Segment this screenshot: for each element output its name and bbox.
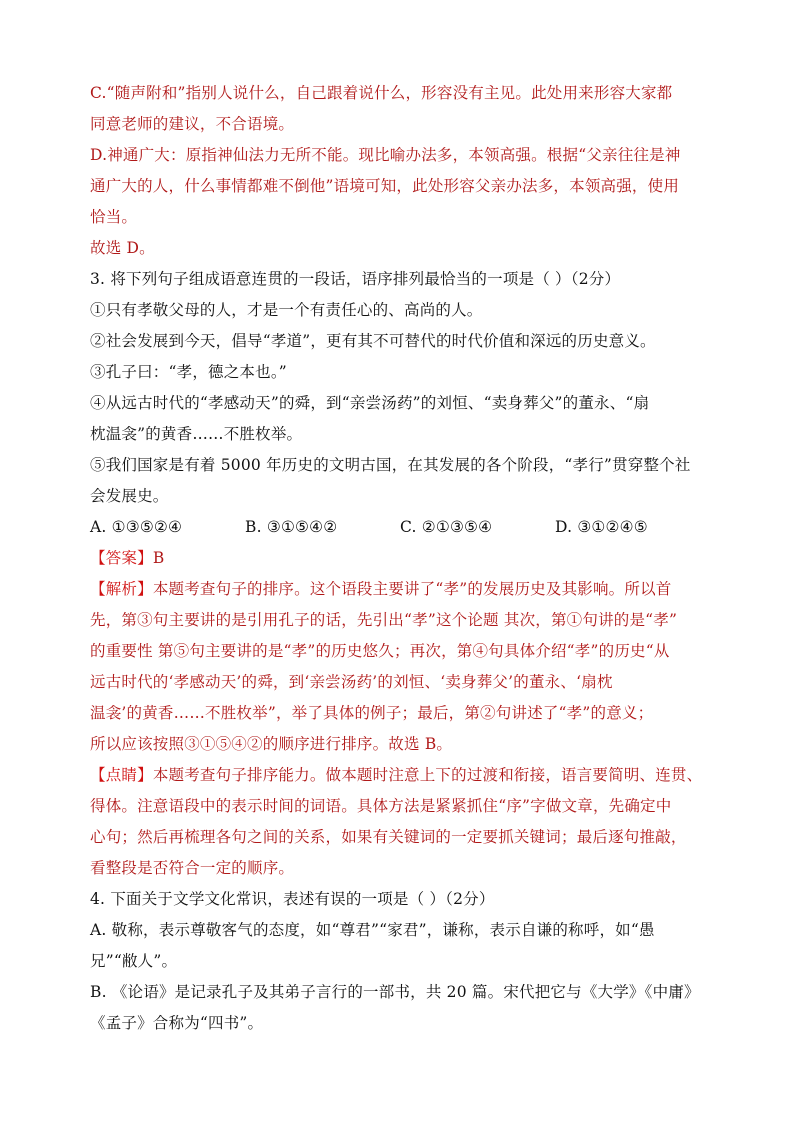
analysis-line: 温衾’的黄香……不胜枚举”，举了具体的例子；最后，第②句讲述了“孝”的意义； <box>90 704 654 722</box>
solution-line: 故选 D。 <box>90 239 155 257</box>
option-line: 《孟子》合称为“四书”。 <box>90 1014 264 1032</box>
previous-solution <box>90 78 710 264</box>
sentence-item: 会发展史。 <box>90 487 169 505</box>
solution-line: 通广大的人，什么事情都难不倒他”语境可知，此处形容父亲办法多，本领高强，使用 <box>90 177 680 195</box>
analysis-line <box>90 574 710 605</box>
analysis-line: 的重要性 第⑤句主要讲的是“孝”的历史悠久；再次，第④句具体介绍“孝”的历史“从 <box>90 642 670 660</box>
sentence-item: 枕温衾”的黄香……不胜枚举。 <box>90 425 303 443</box>
option-line: A. 敬称，表示尊敬客气的态度，如“尊君”“家君”，谦称，表示自谦的称呼，如“愚 <box>90 921 655 939</box>
tips-text: 本题考查句子排序能力。做本题时注意上下的过渡和衔接，语言要简明、连贯、 <box>152 766 703 784</box>
question-3 <box>90 264 710 884</box>
answer-options <box>90 512 710 543</box>
analysis-line: 先，第③句主要讲的是引用孔子的话，先引出“孝”这个论题 其次，第①句讲的是“孝” <box>90 611 678 629</box>
tips-line: 心句；然后再梳理各句之间的关系，如果有关键词的一定要抓关键词；最后逐句推敲， <box>90 828 687 846</box>
analysis-line: 所以应该按照③①⑤④②的顺序进行排序。故选 B。 <box>90 735 453 753</box>
sentence-item: ②社会发展到今天，倡导“孝道”，更有其不可替代的时代价值和深远的历史意义。 <box>90 332 656 350</box>
solution-line: D.神通广大：原指神仙法力无所不能。现比喻办法多，本领高强。根据“父亲往往是神 <box>90 146 681 164</box>
option-a: A. ①③⑤②④ <box>90 518 183 536</box>
solution-line: 同意老师的建议，不合语境。 <box>90 115 295 133</box>
analysis-line: 远古时代的‘孝感动天’的舜，到‘亲尝汤药’的刘恒、‘卖身葬父’的董永、‘扇枕 <box>90 673 613 691</box>
question-stem: 3. 将下列句子组成语意连贯的一段话，语序排列最恰当的一项是（ ）（2分） <box>90 270 621 288</box>
sentence-item: ③孔子曰：“孝，德之本也。” <box>90 363 287 381</box>
tips-line: 得体。注意语段中的表示时间的词语。具体方法是紧紧抓住“序”字做文章，先确定中 <box>90 797 672 815</box>
analysis-text: 本题考查句子的排序。这个语段主要讲了“孝”的发展历史及其影响。所以首 <box>152 580 672 598</box>
answer-value: B <box>152 549 165 567</box>
option-line: B. 《论语》是记录孔子及其弟子言行的一部书，共 20 篇。宋代把它与《大学》《中庸》 <box>90 983 700 1001</box>
document-page <box>90 78 710 1039</box>
option-line: 兄”“敝人”。 <box>90 952 178 970</box>
tips-line: 看整段是否符合一定的顺序。 <box>90 859 295 877</box>
tips-line <box>90 760 710 791</box>
option-c: C. ②①③⑤④ <box>400 518 493 536</box>
solution-line: C.“随声附和”指别人说什么，自己跟着说什么，形容没有主见。此处用来形容大家都 <box>90 84 673 102</box>
tips-tag: 【点睛】 <box>90 766 153 784</box>
option-d: D. ③①②④⑤ <box>555 518 648 536</box>
analysis-tag: 【解析】 <box>90 580 153 598</box>
sentence-item: ①只有孝敬父母的人，才是一个有责任心的、高尚的人。 <box>90 301 483 319</box>
sentence-item: ④从远古时代的“孝感动天”的舜，到“亲尝汤药”的刘恒、“卖身葬父”的董永、“扇 <box>90 394 650 412</box>
option-b: B. ③①⑤④② <box>245 518 338 536</box>
sentence-item: ⑤我们国家是有着 5000 年历史的文明古国，在其发展的各个阶段，“孝行”贯穿整个社 <box>90 456 691 474</box>
question-4 <box>90 884 710 1039</box>
question-stem: 4. 下面关于文学文化常识，表述有误的一项是（ ）（2分） <box>90 890 495 908</box>
answer-tag: 【答案】 <box>90 549 153 567</box>
solution-line: 恰当。 <box>90 208 138 226</box>
answer-line <box>90 543 710 574</box>
